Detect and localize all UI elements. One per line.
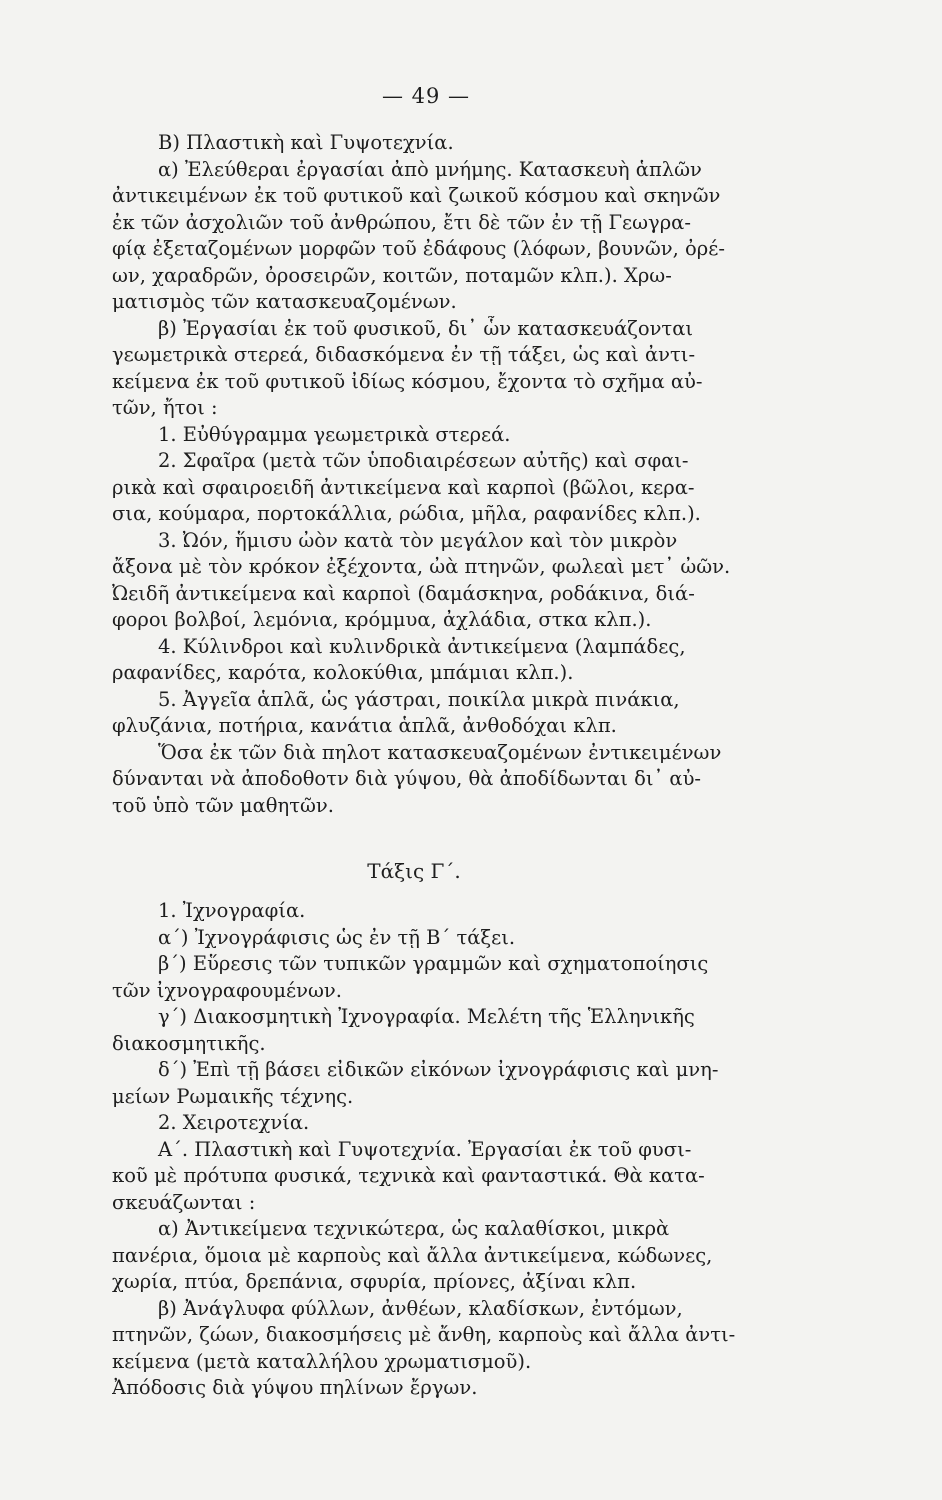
text-line: φλυζάνια, ποτήρια, κανάτια ἁπλᾶ, ἀνθοδόχαι κλπ. [112,714,617,737]
text-line: 5. Ἀγγεῖα ἁπλᾶ, ὡς γάστραι, ποικίλα μικρὰ πινάκια, [158,687,680,711]
text-line: 2. Σφαῖρα (μετὰ τῶν ὑποδιαιρέσεων αὐτῆς) καὶ σφαι- [158,449,689,472]
text-line: δύνανται νὰ ἀποδοθοτν διὰ γύψου, θὰ ἀποδίδωνται δι᾽ αὐ- [112,767,702,790]
text-line: ρικὰ καὶ σφαιροειδῆ ἀντικείμενα καὶ καρποὶ (βῶλοι, κερα- [112,475,695,499]
text-line: πτηνῶν, ζώων, διακοσμήσεις μὲ ἄνθη, καρποὺς καὶ ἄλλα ἀντι- [112,1323,736,1346]
text-line: Β) Πλαστικὴ καὶ Γυψοτεχνία. [158,131,454,154]
text-line: γεωμετρικὰ στερεά, διδασκόμενα ἐν τῇ τάξει, ὡς καὶ ἀντι- [112,343,696,366]
text-line: α΄) Ἰχνογράφισις ὡς ἐν τῇ Β΄ τάξει. [158,925,516,949]
text-line: σκευάζωνται : [112,1190,256,1214]
text-line: σια, κούμαρα, πορτοκάλλια, ρώδια, μῆλα, ραφανίδες κλπ.). [112,502,701,525]
text-line: κείμενα (μετὰ καταλλήλου χρωματισμοῦ). [112,1349,532,1373]
text-line: μείων Ρωμαικῆς τέχνης. [112,1084,354,1108]
text-line: 2. Χειροτεχνία. [158,1111,310,1134]
text-line: Ἀπόδοσις διὰ γύψου πηλίνων ἔργων. [112,1376,478,1399]
text-line: 1. Εὐθύγραμμα γεωμετρικὰ στερεά. [158,422,511,446]
text-line: χωρία, πτύα, δρεπάνια, σφυρία, πρίονες, ἀξίναι κλπ. [112,1270,637,1293]
text-line: κείμενα ἐκ τοῦ φυτικοῦ ἰδίως κόσμου, ἔχοντα τὸ σχῆμα αὐ- [112,369,703,393]
text-line: 3. Ὠόν, ἥμισυ ὠὸν κατὰ τὸν μεγάλον καὶ τὸν μικρὸν [158,528,678,552]
text-line: α) Ἀντικείμενα τεχνικώτερα, ὡς καλαθίσκοι, μικρὰ [158,1217,670,1240]
page-number: — 49 — [381,84,471,108]
text-line: ραφανίδες, καρότα, κολοκύθια, μπάμιαι κλπ.). [112,661,574,684]
text-line: β) Ἐργασίαι ἐκ τοῦ φυσικοῦ, δι᾽ ὧν κατασκευάζονται [158,316,694,340]
text-line: 4. Κύλινδροι καὶ κυλινδρικὰ ἀντικείμενα (λαμπάδες, [158,634,686,658]
text-line: Ὠειδῆ ἀντικείμενα καὶ καρποὶ (δαμάσκηνα, ροδάκινα, διά- [112,581,695,605]
text-line: διακοσμητικῆς. [112,1031,266,1055]
text-line: ἐκ τῶν ἀσχολιῶν τοῦ ἀνθρώπου, ἔτι δὲ τῶν ἐν τῇ Γεωγρα- [112,210,691,234]
text-line: α) Ἐλεύθεραι ἐργασίαι ἀπὸ μνήμης. Κατασκευὴ ἁπλῶν [158,157,702,181]
text-line: γ΄) Διακοσμητικὴ Ἰχνογραφία. Μελέτη τῆς Ἑλληνικῆς [158,1005,695,1028]
text-line: κοῦ μὲ πρότυπα φυσικά, τεχνικὰ καὶ φανταστικά. Θὰ κατα- [112,1164,705,1187]
text-line: 1. Ἰχνογραφία. [158,899,306,922]
text-block-class-c [112,898,768,1402]
text-line: φοροι βολβοί, λεμόνια, κρόμμυα, ἀχλάδια, στκα κλπ.). [112,608,652,631]
section-heading: Τάξις Γ΄. [367,859,461,883]
text-line: ων, χαραδρῶν, ὀροσειρῶν, κοιτῶν, ποταμῶν κλπ.). Χρω- [112,263,672,287]
text-line: ἄξονα μὲ τὸν κρόκον ἐξέχοντα, ὠὰ πτηνῶν, φωλεαὶ μετ᾽ ὠῶν. [112,555,731,578]
text-line: φίᾳ ἐξεταζομένων μορφῶν τοῦ ἐδάφους (λόφων, βουνῶν, ὀρέ- [112,237,725,260]
text-line: δ΄) Ἐπὶ τῇ βάσει εἰδικῶν εἰκόνων ἰχνογράφισις καὶ μνη- [158,1058,719,1081]
text-line: ματισμὸς τῶν κατασκευαζομένων. [112,290,457,313]
text-line: β΄) Εὕρεσις τῶν τυπικῶν γραμμῶν καὶ σχηματοποίησις [158,952,709,975]
text-line: τῶν, ἤτοι : [112,396,218,419]
text-line: πανέρια, ὅμοια μὲ καρποὺς καὶ ἄλλα ἀντικείμενα, κώδωνες, [112,1243,713,1267]
text-line: β) Ἀνάγλυφα φύλλων, ἀνθέων, κλαδίσκων, ἐντόμων, [158,1296,683,1320]
text-line: Α΄. Πλαστικὴ καὶ Γυψοτεχνία. Ἐργασίαι ἐκ τοῦ φυσι- [158,1137,692,1161]
text-line: Ὅσα ἐκ τῶν διὰ πηλοτ κατασκευαζομένων ἐντικειμένων [158,740,722,764]
text-block-plastic-arts [112,130,768,819]
text-line: τοῦ ὑπὸ τῶν μαθητῶν. [112,793,334,817]
text-line: ἀντικειμένων ἐκ τοῦ φυτικοῦ καὶ ζωικοῦ κόσμου καὶ σκηνῶν [112,184,721,207]
text-line: τῶν ἰχνογραφουμένων. [112,978,342,1002]
